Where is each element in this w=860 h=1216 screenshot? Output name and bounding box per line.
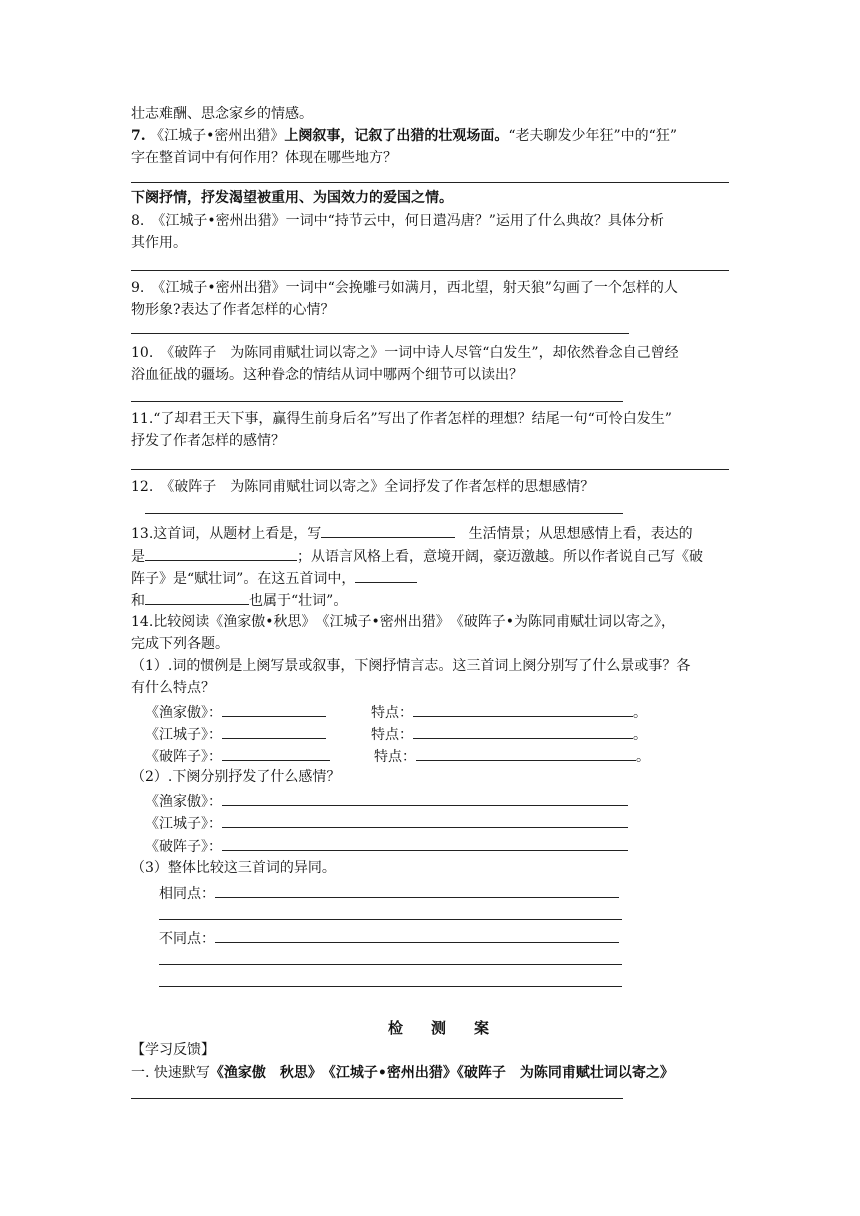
section-title: 检测案: [388, 1019, 518, 1037]
question-7-number: 7.: [131, 128, 146, 144]
answer-line: [131, 270, 729, 271]
blank-field[interactable]: [215, 882, 619, 898]
row-label: 《渔家傲》：: [145, 705, 222, 721]
answer-line: [131, 182, 729, 183]
diff-points-row: [159, 927, 619, 949]
answer-line: [131, 401, 623, 402]
part1-row-yujiaao: [145, 701, 326, 723]
row-label: 《破阵子》：: [145, 749, 222, 765]
blank-field[interactable]: [145, 589, 249, 605]
answer-line: [131, 469, 729, 470]
feedback-label: 【学习反馈】: [131, 1042, 215, 1058]
task-1-prefix: 一. 快速默写: [131, 1065, 210, 1081]
diff-points-label: 不同点：: [159, 931, 215, 947]
question-10-line1: 10. 《破阵子 为陈同甫赋壮词以寄之》一词中诗人尽管“白发生”，却依然眷念自己曾经: [131, 345, 679, 361]
question-13-text-b: 生活情景；从思想感情上看，表达的: [468, 526, 693, 542]
blank-field[interactable]: [413, 723, 633, 739]
task-1: [131, 1063, 674, 1083]
answer-line: [159, 986, 622, 987]
question-11-line2: 抒发了作者怎样的感情？: [131, 433, 285, 449]
question-9-line1: 9. 《江城子•密州出猎》一词中“会挽雕弓如满月，西北望，射天狼”勾画了一个怎样的人: [131, 280, 678, 296]
question-7-line2: 字在整首词中有何作用？体现在哪些地方？: [131, 150, 397, 166]
answer-line: [145, 513, 623, 514]
blank-field[interactable]: [416, 745, 636, 761]
question-7-title: 《江城子•密州出猎》: [150, 128, 285, 144]
blank-field[interactable]: [321, 522, 455, 538]
blank-field[interactable]: [413, 701, 633, 717]
same-points-row: [159, 882, 619, 904]
answer-line: [131, 1098, 623, 1099]
feature-label: 特点：: [374, 749, 416, 765]
question-13-line1: [131, 522, 693, 544]
question-7-rest: “老夫聊发少年狂”中的“狂”: [508, 128, 677, 144]
question-14-part1-line2: 有什么特点？: [131, 680, 215, 696]
feature-label: 特点：: [371, 705, 413, 721]
question-10-line2: 浴血征战的疆场。这种眷念的情结从词中哪两个细节可以读出？: [131, 367, 523, 383]
blank-field[interactable]: [222, 745, 330, 761]
question-9-line2: 物形象?表达了作者怎样的心情？: [131, 302, 335, 318]
question-7-line1: [131, 126, 677, 146]
blank-field[interactable]: [222, 812, 628, 828]
row-label: 《江城子》：: [145, 816, 222, 832]
part2-row-yujiaao: [145, 790, 628, 812]
answer-line: [131, 333, 629, 334]
question-13-line2: [131, 545, 703, 567]
end-mark: 。: [633, 705, 647, 721]
part2-row-jiangchengzi: [145, 812, 628, 834]
blank-field[interactable]: [222, 835, 628, 851]
part2-row-pozhenzi: [145, 835, 628, 857]
question-14-line1: 14.比较阅读《渔家傲•秋思》 《江城子•密州出猎》 《破阵子•为陈同甫赋壮词以寄之》，: [131, 614, 676, 630]
paragraph-continuation: 壮志难酬、思念家乡的情感。: [131, 106, 313, 122]
question-12-line1: 12. 《破阵子 为陈同甫赋壮词以寄之》全词抒发了作者怎样的思想感情？: [131, 479, 595, 495]
question-8-line2: 其作用。: [131, 235, 187, 251]
blank-field[interactable]: [145, 545, 297, 561]
blank-field[interactable]: [222, 701, 326, 717]
blank-field[interactable]: [222, 723, 326, 739]
answer-line: [159, 964, 622, 965]
question-7-answer: 下阕抒情，抒发渴望被重用、为国效力的爱国之情。: [131, 190, 453, 206]
blank-field[interactable]: [355, 567, 417, 583]
part1-row-pozhenzi: [145, 745, 330, 767]
question-8-line1: 8. 《江城子•密州出猎》一词中“持节云中，何日遣冯唐？”运用了什么典故？具体分析: [131, 213, 664, 229]
same-points-label: 相同点：: [159, 886, 215, 902]
question-13-line4: [131, 589, 347, 611]
question-13-text-g: 也属于“壮词”。: [249, 593, 348, 609]
blank-field[interactable]: [222, 790, 628, 806]
task-1-works: 《渔家傲 秋思》 《江城子•密州出猎》《破阵子 为陈同甫赋壮词以寄之》: [209, 1065, 674, 1081]
row-label: 《江城子》：: [145, 727, 222, 743]
question-13-text-f: 和: [131, 593, 145, 609]
part1-feature-yujiaao: [371, 701, 647, 723]
part1-feature-jiangchengzi: [371, 723, 647, 745]
question-13-text-c: 是: [131, 549, 145, 565]
row-label: 《渔家傲》：: [145, 794, 222, 810]
feature-label: 特点：: [371, 727, 413, 743]
row-label: 《破阵子》：: [145, 839, 222, 855]
question-14-part3: （3）整体比较这三首词的异同。: [131, 860, 336, 876]
question-11-line1: 11.“了却君王天下事，赢得生前身后名”写出了作者怎样的理想？结尾一句“可怜白发生”: [131, 411, 672, 427]
question-14-part2: （2）.下阕分别抒发了什么感情？: [131, 769, 341, 785]
question-13-text-a: 13.这首词，从题材上看是，写: [131, 526, 322, 542]
question-14-part1-line1: （1）.词的惯例是上阕写景或叙事，下阕抒情言志。这三首词上阕分别写了什么景或事？各: [131, 658, 691, 674]
blank-field[interactable]: [215, 927, 619, 943]
end-mark: 。: [636, 749, 650, 765]
question-13-text-d: ；从语言风格上看，意境开阔，豪迈激越。所以作者说自己写《破: [297, 549, 703, 565]
question-14-line2: 完成下列各题。: [131, 636, 229, 652]
part1-feature-pozhenzi: [374, 745, 650, 767]
answer-line: [159, 919, 622, 920]
question-13-line3: [131, 567, 417, 589]
end-mark: 。: [633, 727, 647, 743]
part1-row-jiangchengzi: [145, 723, 326, 745]
question-13-text-e: 阵子》是“赋壮词”。在这五首词中，: [131, 571, 356, 587]
question-7-bold: 上阕叙事，记叙了出猎的壮观场面。: [284, 128, 509, 144]
